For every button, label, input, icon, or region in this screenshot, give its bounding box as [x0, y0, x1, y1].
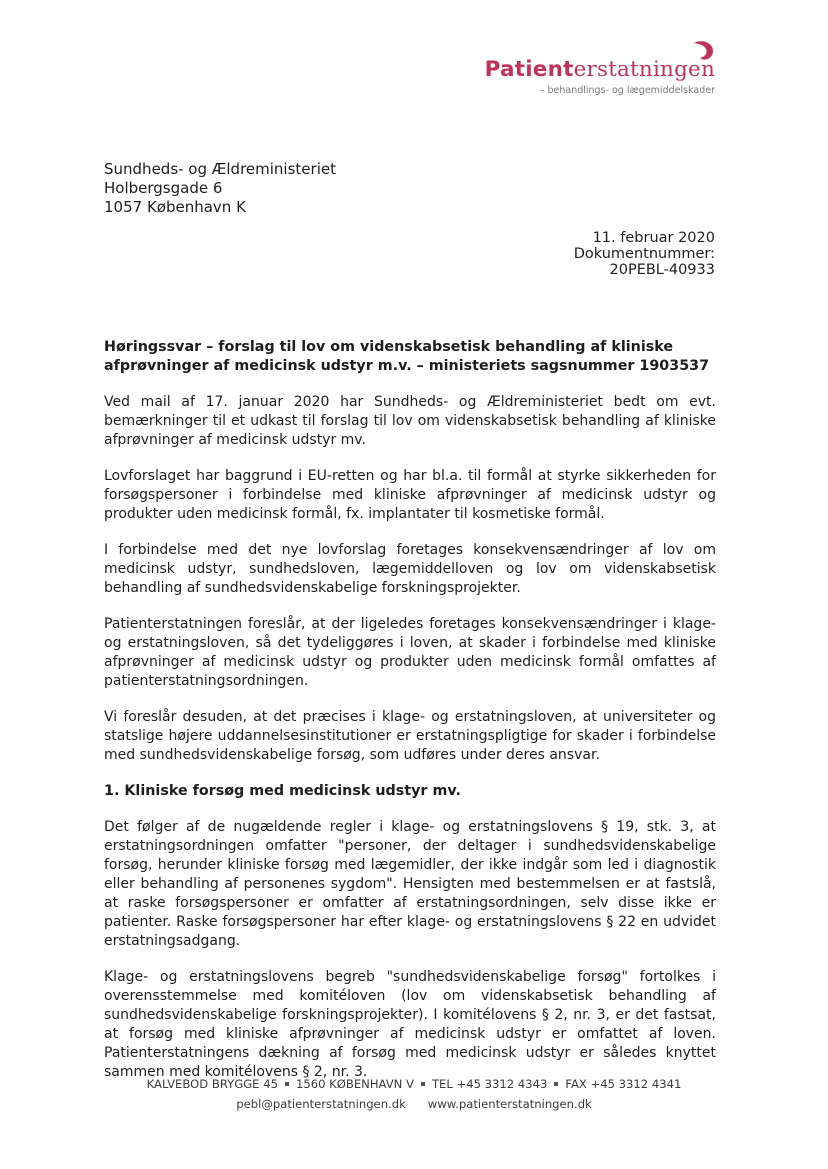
footer-website[interactable]: www.patienterstatningen.dk: [427, 1097, 592, 1111]
paragraph-3: I forbindelse med det nye lovforslag foretages konsekvensændringer af lov om medicinsk udstyr, sundhedsloven, lægemiddelloven og lov om videnskabsetisk behandling af sundhedsvidenskabelige forskningsprojekter.: [104, 542, 716, 596]
paragraph-1: Ved mail af 17. januar 2020 har Sundheds- og Ældreministeriet bedt om evt. bemærkninger til et udkast til forslag til lov om videnskabsetisk behandling af kliniske afprøvninger af medicinsk udstyr mv.: [104, 394, 716, 448]
logo-name-light: erstatningen: [573, 57, 715, 82]
letter-heading: Høringssvar – forslag til lov om videnskabsetisk behandling af kliniske afprøvninger af medicinsk udstyr m.v. – ministeriets sagsnummer 1903537: [104, 339, 710, 374]
footer-city: 1560 KØBENHAVN V: [295, 1077, 414, 1091]
section-1-paragraph-1: Det følger af de nugældende regler i klage- og erstatningslovens § 19, stk. 3, at erstatningsordningen omfatter "personer, der deltager i sundhedsvidenskabelige forsøg, herunder kliniske forsøg med lægemidler, der ikke indgår som led i diagnostik eller behandling af personenes sygdom". Hensigten med bestemmelsen er at fastslå, at raske forsøgspersoner er omfatter af erstatningsordningen, selv disse ikke er patienter. Raske forsøgspersoner har efter klage- og erstatningslovens § 22 en udvidet erstatningsadgang.: [104, 819, 716, 949]
paragraph-5: Vi foreslår desuden, at det præcises i klage- og erstatningsloven, at universiteter og statslige højere uddannelsesinstitutioner er erstatningspligtige for skader i forbindelse med sundhedsvidenskabelige forsøg, som udføres under deres ansvar.: [104, 709, 716, 763]
document-number-label: Dokumentnummer:: [573, 246, 715, 262]
footer-address: KALVEBOD BRYGGE 45: [146, 1077, 278, 1091]
recipient-address: [104, 160, 336, 217]
paragraph-4: Patienterstatningen foreslår, at der ligeledes foretages konsekvensændringer i klage- og erstatningsloven, så det tydeliggøres i loven, at skader i forbindelse med kliniske afprøvninger af medicinsk udstyr og produkter uden medicinsk formål omfattes af patienterstatningsordningen.: [104, 616, 716, 689]
footer-tel: TEL +45 3312 4343: [431, 1077, 548, 1091]
footer-fax: FAX +45 3312 4341: [565, 1077, 682, 1091]
separator-dot-icon: [285, 1082, 289, 1086]
footer-contact-row: [0, 1074, 828, 1094]
logo-tagline: – behandlings- og lægemiddelskader: [539, 85, 715, 96]
footer-email[interactable]: pebl@patienterstatningen.dk: [236, 1097, 406, 1111]
document-number: 20PEBL-40933: [609, 262, 715, 278]
letter-date: 11. februar 2020: [592, 230, 715, 246]
separator-dot-icon: [554, 1082, 558, 1086]
letter-footer: [0, 1074, 828, 1114]
recipient-line-1: Sundheds- og Ældreministeriet: [104, 160, 336, 178]
logo-name-bold: Patient: [484, 57, 574, 82]
logo-wordmark: [485, 57, 715, 82]
date-block: [574, 230, 715, 278]
recipient-line-3: 1057 København K: [104, 198, 246, 216]
footer-web-row: [0, 1094, 828, 1114]
separator-dot-icon: [421, 1082, 425, 1086]
recipient-line-2: Holbergsgade 6: [104, 179, 223, 197]
paragraph-2: Lovforslaget har baggrund i EU-retten og har bl.a. til formål at styrke sikkerheden for forsøgspersoner i forbindelse med kliniske afprøvninger af medicinsk udstyr og produkter uden medicinsk formål, fx. implantater til kosmetiske formål.: [104, 468, 716, 522]
section-1-paragraph-2: Klage- og erstatningslovens begreb "sundhedsvidenskabelige forsøg" fortolkes i overensstemmelse med komitéloven (lov om videnskabsetisk behandling af sundhedsvidenskabelige forskningsprojekter). I komitélovens § 2, nr. 3, er det fastsat, at forsøg med kliniske afprøvninger af medicinsk udstyr er omfattet af loven. Patienterstatningens dækning af forsøg med medicinsk udstyr er således knyttet sammen med komitélovens § 2, nr. 3.: [104, 969, 716, 1080]
section-1-heading: 1. Kliniske forsøg med medicinsk udstyr mv.: [104, 783, 461, 799]
letter-body: [104, 338, 716, 1082]
